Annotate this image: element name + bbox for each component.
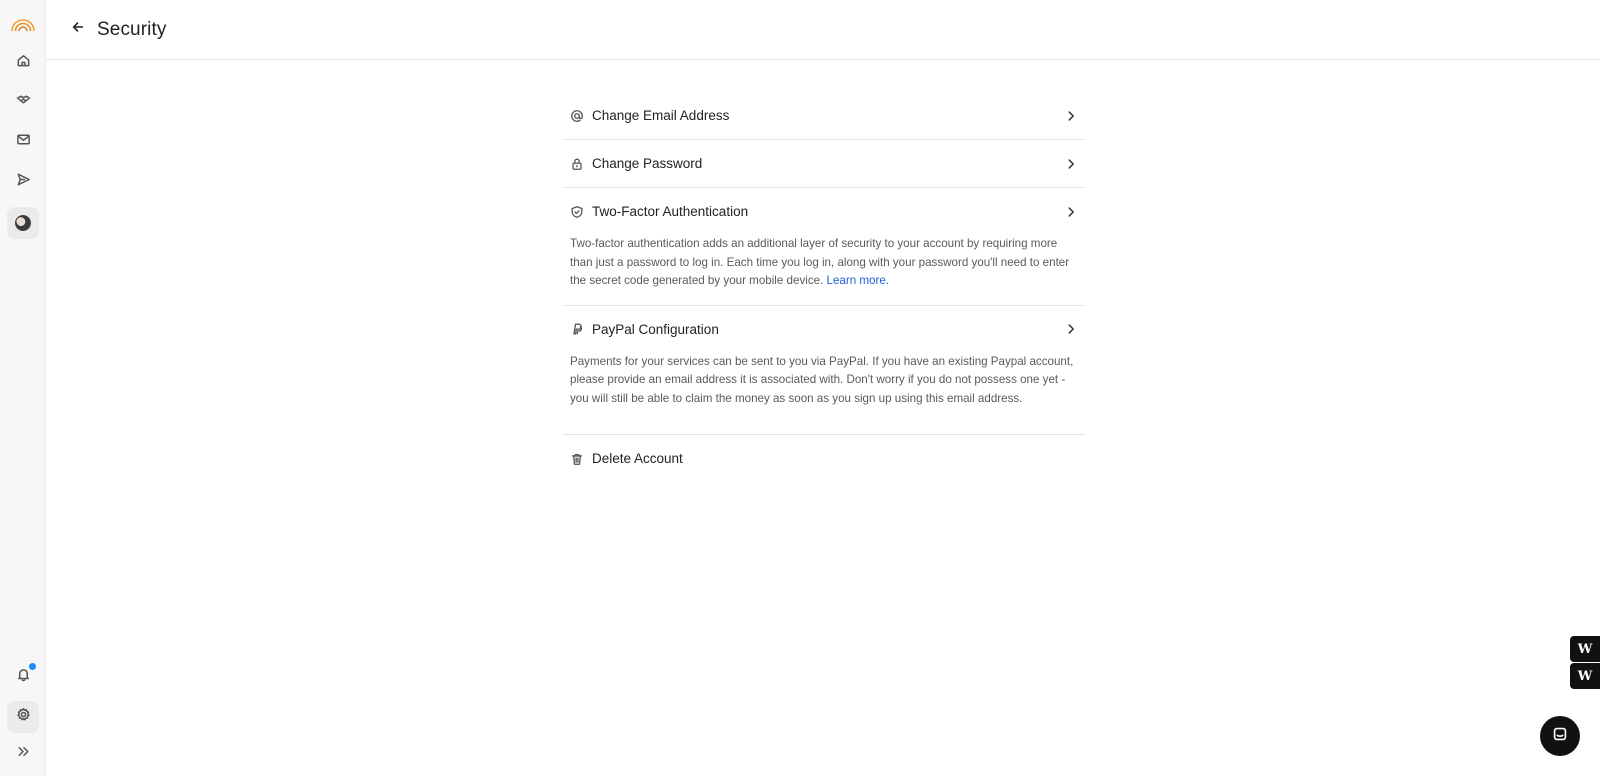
paypal-label: PayPal Configuration (592, 321, 719, 337)
sidebar-expand-button[interactable] (7, 738, 39, 770)
bell-icon (16, 667, 31, 687)
section-paypal (563, 306, 1085, 436)
chevron-right-icon (1064, 322, 1078, 336)
chevron-right-icon (1064, 109, 1078, 123)
two-factor-description-text: Two-factor authentication adds an additional layer of security to your account by requiring more than just a password to log in. Each time you log in, along with your password you'll need to enter the secret code generated by your mobile device. (570, 237, 1070, 287)
change-password-label: Change Password (592, 156, 703, 171)
chevron-right-icon (1064, 157, 1078, 171)
send-icon (16, 172, 31, 192)
paypal-icon (570, 322, 584, 336)
sidebar-item-notifications[interactable] (7, 661, 39, 693)
two-factor-description (563, 235, 1085, 305)
at-sign-icon (570, 109, 584, 123)
rainbow-logo-icon[interactable] (9, 10, 37, 38)
paypal-description: Payments for your services can be sent to you via PayPal. If you have an existing Paypal account, please provide an email address it is associated with. Don't worry if you do not possess one yet - you will still be able to claim the money as soon as you sign up using this email address. (570, 354, 1074, 405)
page-title: Security (97, 18, 167, 40)
w-badge-2[interactable]: W (1570, 663, 1600, 689)
section-change-email (563, 92, 1085, 140)
learn-more-link[interactable]: Learn more. (826, 274, 890, 287)
change-email-label: Change Email Address (592, 108, 730, 123)
back-button[interactable] (68, 20, 88, 40)
sidebar-item-sent[interactable] (7, 166, 39, 198)
section-delete-account (563, 435, 1085, 482)
lock-icon (570, 157, 584, 171)
two-factor-label: Two-Factor Authentication (592, 204, 749, 219)
sidebar-item-inbox[interactable] (7, 126, 39, 158)
sidebar-item-home[interactable] (7, 47, 39, 79)
handshake-icon (16, 92, 31, 112)
sidebar-item-deals[interactable] (7, 86, 39, 118)
delete-account-row[interactable] (563, 435, 1085, 482)
change-password-row[interactable] (563, 140, 1085, 187)
section-change-password (563, 140, 1085, 188)
sidebar-item-profile[interactable] (7, 207, 39, 239)
w-badge-1[interactable]: W (1570, 636, 1600, 662)
trash-icon (570, 452, 584, 466)
mail-icon (16, 132, 31, 152)
change-email-row[interactable] (563, 92, 1085, 139)
shield-check-icon (570, 205, 584, 219)
notification-dot (29, 663, 36, 670)
arrow-left-icon (71, 20, 85, 39)
gear-icon (16, 707, 31, 727)
section-two-factor (563, 188, 1085, 306)
security-settings-list (563, 92, 1085, 482)
delete-account-label: Delete Account (592, 451, 683, 466)
home-icon (16, 53, 31, 73)
chevron-right-icon (1064, 205, 1078, 219)
page-header (46, 0, 1600, 60)
sidebar (0, 0, 46, 776)
avatar (15, 215, 31, 231)
double-chevron-right-icon (16, 744, 31, 764)
chat-button[interactable] (1540, 716, 1580, 756)
two-factor-row[interactable] (563, 188, 1085, 235)
paypal-row[interactable] (563, 306, 1085, 353)
sidebar-item-settings[interactable] (7, 701, 39, 733)
chat-icon (1551, 725, 1569, 748)
